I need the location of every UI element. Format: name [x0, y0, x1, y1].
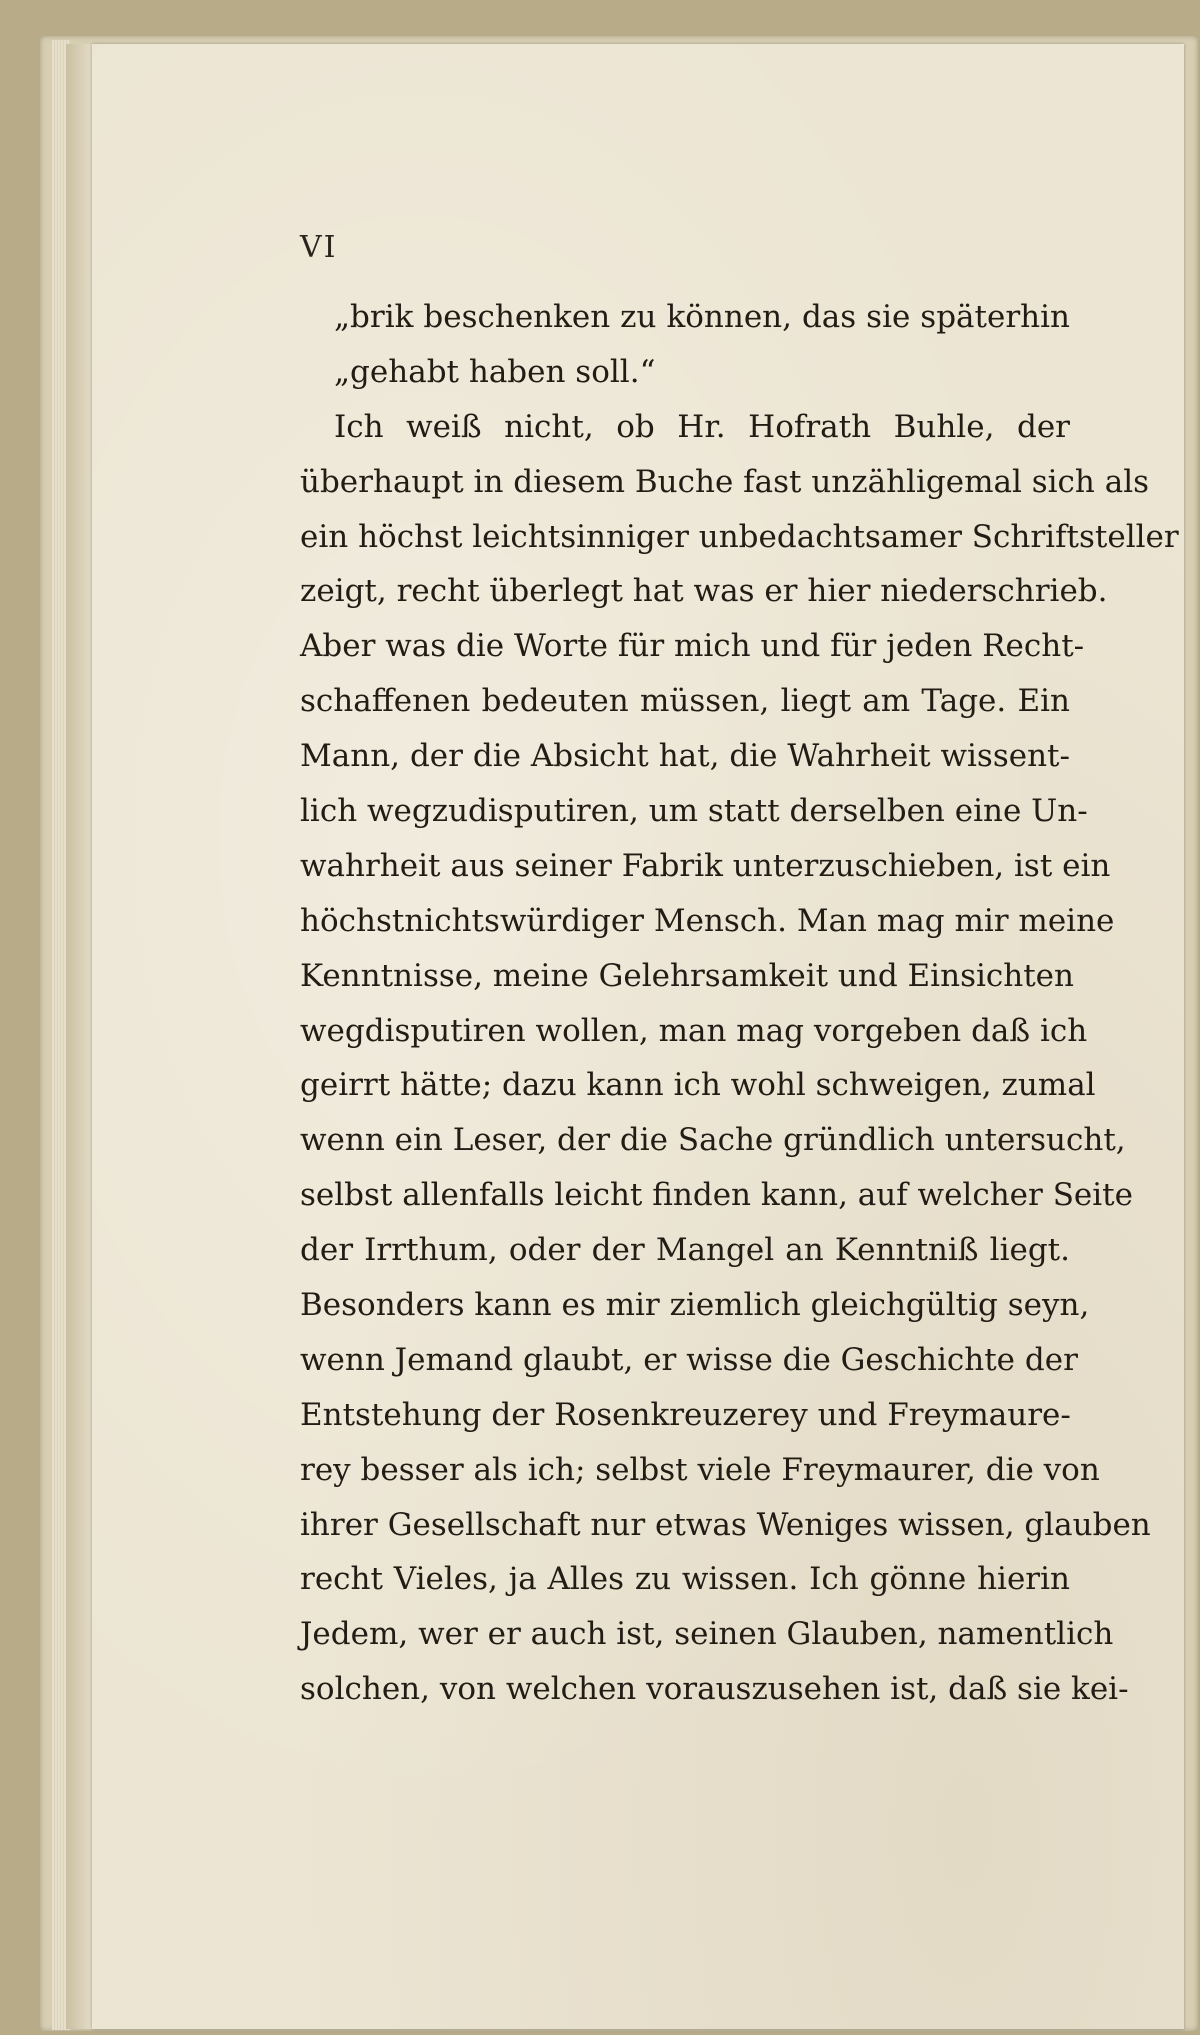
text-line: schaffenen bedeuten müssen, liegt am Tage. Ein: [300, 683, 1070, 720]
text-line: „brik beschenken zu können, das sie späterhin: [334, 299, 1070, 335]
text-line: geirrt hätte; dazu kann ich wohl schweigen, zumal: [300, 1067, 1096, 1104]
text-line: überhaupt in diesem Buche fast unzähligemal sich als: [300, 463, 1150, 500]
text-line: wahrheit aus seiner Fabrik unterzuschieben, ist ein: [300, 847, 1111, 884]
page-gutter: [66, 44, 92, 2029]
text-line: wenn ein Leser, der die Sache gründlich untersucht,: [300, 1122, 1126, 1159]
text-line: Entstehung der Rosenkreuzerey und Freymaure-: [300, 1396, 1071, 1433]
text-line: höchstnichtswürdiger Mensch. Man mag mir meine: [300, 902, 1115, 939]
text-line: Aber was die Worte für mich und für jeden Recht-: [300, 628, 1085, 665]
text-line: Ich weiß nicht, ob Hr. Hofrath Buhle, der: [334, 408, 1070, 445]
text-line: ihrer Gesellschaft nur etwas Weniges wissen, glauben: [300, 1506, 1151, 1543]
text-line: recht Vieles, ja Alles zu wissen. Ich gönne hierin: [300, 1561, 1070, 1598]
text-line: ein höchst leichtsinniger unbedachtsamer Schriftsteller: [300, 518, 1179, 555]
text-line: Mann, der die Absicht hat, die Wahrheit wissent-: [300, 738, 1070, 775]
text-line: rey besser als ich; selbst viele Freymaurer, die von: [300, 1451, 1100, 1488]
text-line: Besonders kann es mir ziemlich gleichgültig seyn,: [300, 1287, 1090, 1324]
text-line: wenn Jemand glaubt, er wisse die Geschichte der: [300, 1341, 1078, 1378]
text-line: der Irrthum, oder der Mangel an Kenntniß liegt.: [300, 1232, 1070, 1269]
page-number: VI: [300, 230, 338, 265]
text-line: solchen, von welchen vorauszusehen ist, daß sie kei-: [300, 1671, 1129, 1708]
text-block: [300, 290, 1179, 1717]
text-line: wegdisputiren wollen, man mag vorgeben daß ich: [300, 1012, 1088, 1049]
text-line: lich wegzudisputiren, um statt derselben eine Un-: [300, 793, 1088, 830]
text-line: „gehabt haben soll.“: [334, 353, 656, 390]
text-line: zeigt, recht überlegt hat was er hier niederschrieb.: [300, 573, 1108, 610]
text-line: selbst allenfalls leicht finden kann, auf welcher Seite: [300, 1177, 1133, 1214]
text-line: Jedem, wer er auch ist, seinen Glauben, namentlich: [300, 1616, 1114, 1653]
text-line: Kenntnisse, meine Gelehrsamkeit und Einsichten: [300, 957, 1074, 994]
